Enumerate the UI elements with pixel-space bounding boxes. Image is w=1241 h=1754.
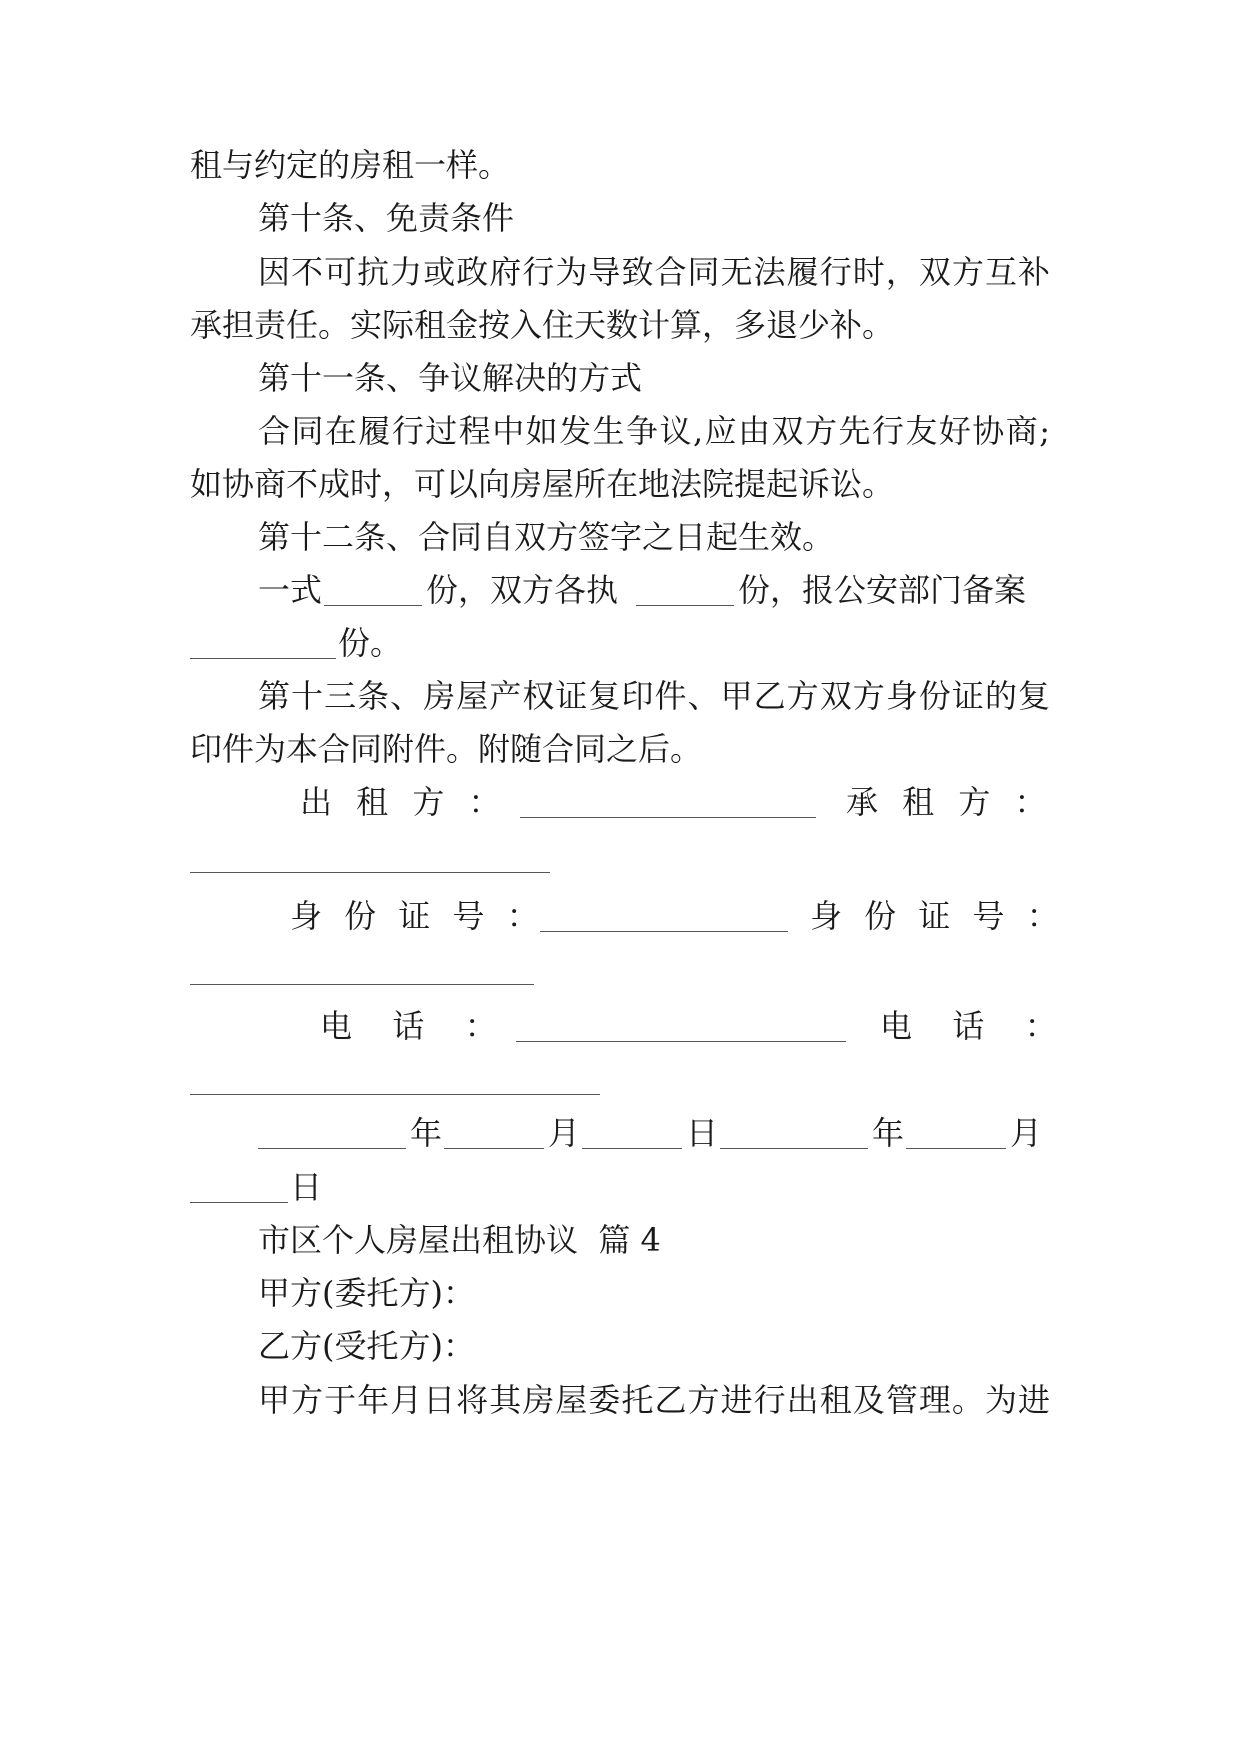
day-label: 日	[290, 1168, 323, 1206]
article-heading: 第十一条、争议解决的方式	[258, 359, 643, 397]
lessor-blank[interactable]	[520, 817, 816, 818]
copies-blank[interactable]	[636, 605, 734, 606]
party-a-line: 甲方(委托方)：	[258, 1274, 475, 1312]
text-line: 合同在履行过程中如发生争议,应由双方先行友好协商;	[258, 412, 1050, 450]
day-blank[interactable]	[582, 1148, 682, 1149]
copies-end: 份。	[338, 624, 403, 662]
day-label: 日	[686, 1114, 719, 1152]
id-label-right: 身 份 证 号 ：	[810, 897, 1059, 935]
text-line: 印件为本合同附件。附随合同之后。	[190, 730, 703, 768]
day-blank[interactable]	[190, 1202, 288, 1203]
lessee-blank[interactable]	[190, 872, 550, 873]
text-line: 租与约定的房租一样。	[190, 146, 511, 184]
lessor-label: 出 租 方 ：	[300, 783, 501, 821]
month-blank[interactable]	[444, 1148, 544, 1149]
phone-label-right: 电 话 ：	[880, 1007, 1057, 1045]
party-b-line: 乙方(受托方)：	[258, 1327, 475, 1365]
month-label: 月	[1010, 1114, 1043, 1152]
id-blank-right[interactable]	[190, 984, 534, 985]
id-blank-left[interactable]	[540, 931, 788, 932]
text-line: 承担责任。实际租金按入住天数计算，多退少补。	[190, 306, 895, 344]
month-blank[interactable]	[906, 1148, 1006, 1149]
text-line: 如协商不成时，可以向房屋所在地法院提起诉讼。	[190, 465, 895, 503]
year-blank[interactable]	[258, 1148, 406, 1149]
year-label: 年	[872, 1114, 905, 1152]
year-label: 年	[410, 1114, 443, 1152]
article-heading: 第十三条、房屋产权证复印件、甲乙方双方身份证的复	[258, 677, 1050, 715]
article-heading: 第十条、免责条件	[258, 199, 515, 237]
article-heading: 第十二条、合同自双方签字之日起生效。	[258, 518, 835, 556]
month-label: 月	[548, 1114, 581, 1152]
copies-suffix: 份，报公安部门备案	[738, 571, 1027, 609]
id-label-left: 身 份 证 号 ：	[290, 897, 539, 935]
copies-mid: 份，双方各执	[426, 571, 619, 609]
text-line: 因不可抗力或政府行为导致合同无法履行时，双方互补	[258, 253, 1050, 291]
copies-blank[interactable]	[324, 605, 422, 606]
phone-label-left: 电 话 ：	[320, 1007, 497, 1045]
phone-blank-right[interactable]	[190, 1094, 600, 1095]
section-title: 市区个人房屋出租协议 篇 4	[258, 1221, 661, 1259]
lessee-label: 承 租 方 ：	[846, 783, 1047, 821]
text-line: 甲方于年月日将其房屋委托乙方进行出租及管理。为进	[258, 1381, 1050, 1419]
phone-blank-left[interactable]	[516, 1041, 846, 1042]
copies-blank[interactable]	[190, 658, 336, 659]
year-blank[interactable]	[720, 1148, 868, 1149]
copies-prefix: 一式	[258, 571, 323, 609]
